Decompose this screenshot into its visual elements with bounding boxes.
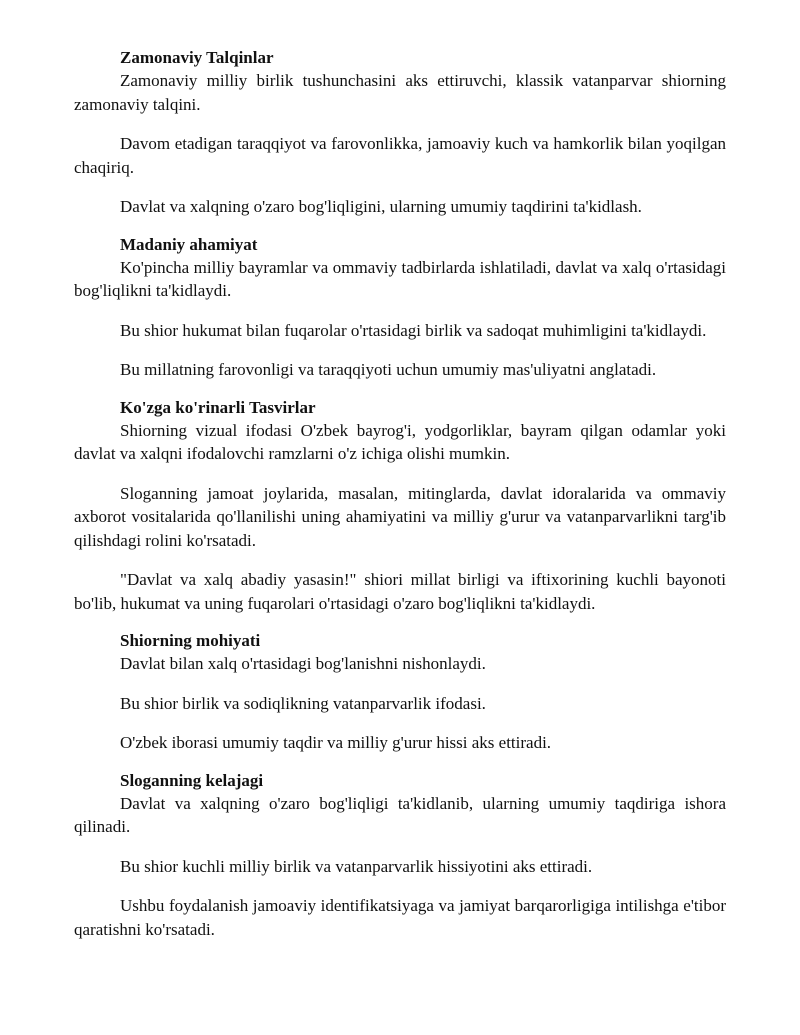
paragraph: Davlat va xalqning o'zaro bog'liqligini, ularning umumiy taqdirini ta'kidlash. — [120, 197, 642, 216]
paragraph: Davom etadigan taraqqiyot va farovonlikka, jamoaviy kuch va hamkorlik bilan yoqilgan chaqiriq. — [74, 134, 726, 177]
paragraph: Shiorning vizual ifodasi O'zbek bayrog'i, yodgorliklar, bayram qilgan odamlar yoki davlat va xalqni ifodalovchi ramzlarni o'z ichiga olishi mumkin. — [74, 420, 726, 463]
section-heading: Ko'zga ko'rinarli Tasvirlar — [120, 397, 316, 417]
paragraph: Bu shior hukumat bilan fuqarolar o'rtasidagi birlik va sadoqat muhimligini ta'kidlaydi. — [120, 320, 707, 340]
paragraph: Bu shior kuchli milliy birlik va vatanparvarlik hissiyotini aks ettiradi. — [120, 856, 593, 876]
paragraph: Davlat va xalqning o'zaro bog'liqligi ta'kidlanib, ularning umumiy taqdiriga ishora qilinadi. — [74, 793, 726, 836]
document-page — [74, 46, 726, 955]
section-zamonaviy-talqinlar — [74, 46, 726, 219]
paragraph: Bu millatning farovonligi va taraqqiyoti uchun umumiy mas'uliyatni anglatadi. — [120, 360, 657, 379]
section-sloganning-kelajagi — [74, 769, 726, 942]
section-madaniy-ahamiyat — [74, 233, 726, 382]
section-heading: Madaniy ahamiyat — [120, 234, 258, 254]
paragraph: "Davlat va xalq abadiy yasasin!" shiori millat birligi va iftixorining kuchli bayonoti bo'lib, hukumat va uning fuqarolari o'rtasidagi o'zaro bog'liqlikni ta'kidlaydi. — [74, 570, 726, 613]
paragraph: O'zbek iborasi umumiy taqdir va milliy g'urur hissi aks ettiradi. — [120, 733, 552, 752]
paragraph: Sloganning jamoat joylarida, masalan, mitinglarda, davlat idoralarida va ommaviy axborot vositalarida qo'llanilishi uning ahamiyatini va milliy g'urur va vatanparvarlikni targ'ib qilishdagi rolini ko'rsatadi. — [74, 483, 726, 550]
section-shiorning-mohiyati — [74, 629, 726, 755]
paragraph: Davlat bilan xalq o'rtasidagi bog'lanishni nishonlaydi. — [120, 654, 486, 673]
paragraph: Zamonaviy milliy birlik tushunchasini aks ettiruvchi, klassik vatanparvar shiorning zamonaviy talqini. — [74, 71, 726, 114]
section-heading: Sloganning kelajagi — [120, 770, 264, 790]
section-heading: Shiorning mohiyati — [120, 631, 261, 650]
section-heading: Zamonaviy Talqinlar — [120, 48, 274, 67]
paragraph: Bu shior birlik va sodiqlikning vatanparvarlik ifodasi. — [120, 693, 486, 713]
paragraph: Ushbu foydalanish jamoaviy identifikatsiyaga va jamiyat barqarorligiga intilishga e'tibor qaratishni ko'rsatadi. — [74, 896, 726, 939]
paragraph: Ko'pincha milliy bayramlar va ommaviy tadbirlarda ishlatiladi, davlat va xalq o'rtasidagi bog'liqlikni ta'kidlaydi. — [74, 257, 726, 300]
section-kozga-korinarli-tasvirlar — [74, 396, 726, 616]
